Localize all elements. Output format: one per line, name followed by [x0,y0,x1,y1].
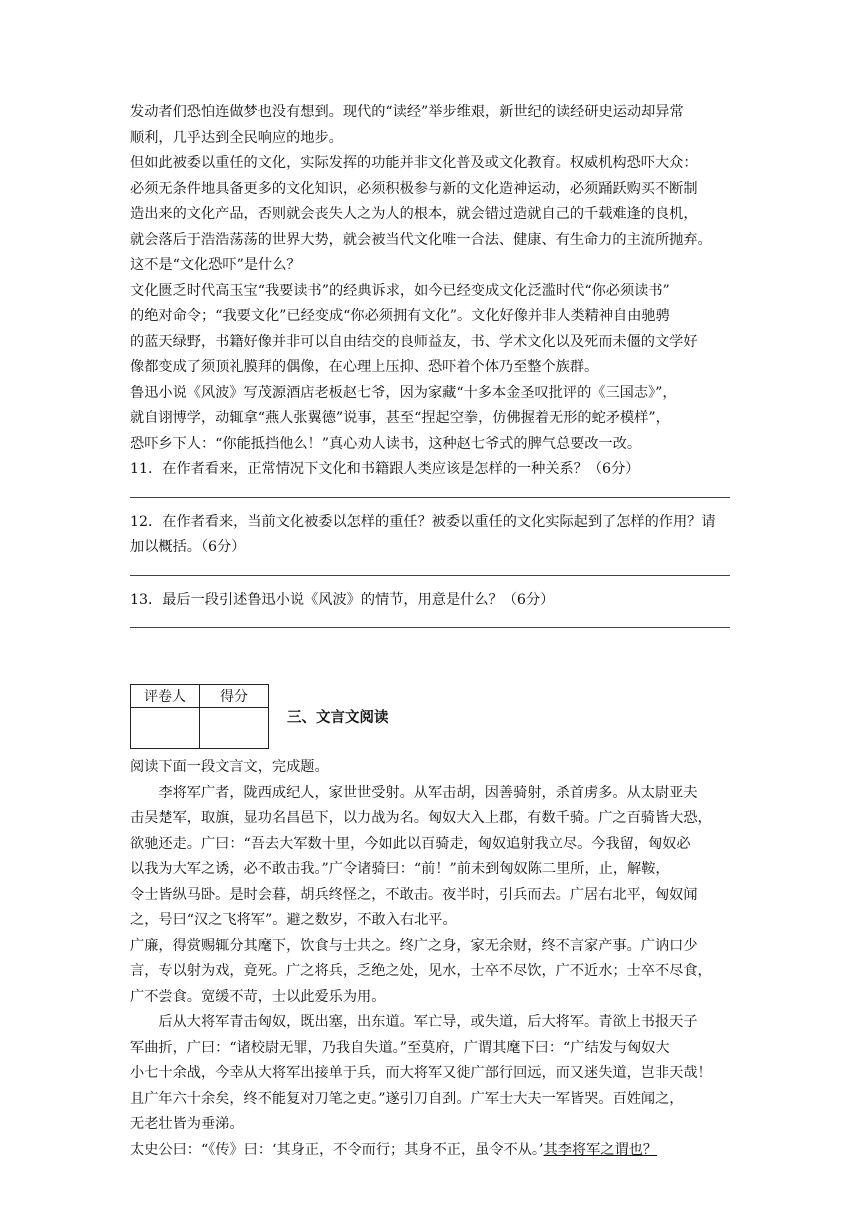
passage-line: 但如此被委以重任的文化，实际发挥的功能并非文化普及或文化教育。权威机构恐吓大众： [130,155,698,171]
passage-line: 这不是“文化恐吓”是什么？ [130,257,301,273]
classical-line: 之，号曰“汉之飞将军”。避之数岁，不敢入右北平。 [130,912,457,928]
classical-line: 且广年六十余矣，终不能复对刀笔之吏。”遂引刀自刭。广军士大夫一军皆哭。百姓闻之， [130,1090,684,1107]
spacer [130,640,730,684]
question-12-cont: 加以概括。（6分） [130,539,246,555]
passage-line: 恐吓乡下人：“你能抵挡他么！”真心劝人读书，这种赵七爷式的脾气总要改一改。 [130,435,642,452]
quote-text: 太史公曰：“《传》曰：‘其身正，不令而行；其身不正，虽令不从。’ [130,1141,544,1158]
classical-line: 广廉，得赏赐辄分其麾下，饮食与士共之。终广之身，家无余财，终不言家产事。广讷口少 [130,937,698,954]
score-cell[interactable] [200,708,269,749]
answer-line-11[interactable] [130,497,730,498]
score-label: 得分 [200,685,269,708]
instruction: 阅读下面一段文言文，完成题。 [130,759,329,775]
classical-line: 李将军广者，陇西成纪人，家世世受射。从军击胡，因善骑射，杀首虏多。从太尉亚夫 [158,784,698,801]
classical-line: 军曲折，广曰：“诸校尉无罪，乃我自失道。”至莫府，广谓其麾下曰：“广结发与匈奴大 [130,1039,670,1056]
reviewer-cell[interactable] [131,708,200,749]
document-page [130,100,730,1163]
underlined-sentence: 其李将军之谓也？ [543,1141,658,1158]
passage-line: 就会落后于浩浩荡荡的世界大势，就会被当代文化唯一合法、健康、有生命力的主流所抛弃。 [130,231,712,248]
passage-line: 必须无条件地具备更多的文化知识，必须积极参与新的文化造神运动，必须踊跃购买不断制 [130,180,698,197]
classical-line: 小七十余战，今幸从大将军出接单于兵，而大将军又徙广部行回远，而又迷失道，岂非天哉！ [130,1065,712,1081]
answer-line-12[interactable] [130,575,730,576]
taishigong-line [130,1138,730,1164]
classical-line: 击吴楚军，取旗，显功名昌邑下，以力战为名。匈奴大入上郡，有数千骑。广之百骑皆大恐， [130,810,712,826]
question-13: 13．最后一段引述鲁迅小说《风波》的情节，用意是什么？（6分） [130,591,555,608]
passage-line: 鲁迅小说《风波》写茂源酒店老板赵七爷，因为家藏“十多本金圣叹批评的《三国志》”， [130,384,677,401]
reviewer-label: 评卷人 [131,685,200,708]
answer-line-13[interactable] [130,627,730,628]
question-12: 12．在作者看来，当前文化被委以怎样的重任？被委以重任的文化实际起到了怎样的作用？请 [130,513,716,530]
classical-line: 广不尝食。宽缓不苛，士以此爱乐为用。 [130,988,386,1005]
classical-line: 欲驰还走。广曰：“吾去大军数十里，今如此以百骑走，匈奴追射我立尽。今我留，匈奴必 [130,835,691,852]
score-table [130,684,269,749]
passage-line: 发动者们恐怕连做梦也没有想到。现代的“读经”举步维艰，新世纪的读经研史运动却异常 [130,104,684,120]
classical-line: 令士皆纵马卧。是时会暮，胡兵终怪之，不敢击。夜半时，引兵而去。广居右北平，匈奴闻 [130,886,698,903]
section-header [130,684,730,749]
section-title: 三、文言文阅读 [287,710,389,726]
passage-line: 的绝对命令；“我要文化”已经变成“你必须拥有文化”。文化好像并非人类精神自由驰骋 [130,308,670,324]
passage-line: 造出来的文化产品，否则就会丧失人之为人的根本，就会错过造就自己的千载难逢的良机， [130,206,698,222]
classical-line: 言，专以射为戏，竟死。广之将兵，乏绝之处，见水，士卒不尽饮，广不近水；士卒不尽食， [130,963,712,979]
classical-line: 后从大将军青击匈奴，既出塞，出东道。军亡导，或失道，后大将军。青欲上书报天子 [158,1014,698,1030]
passage [130,100,730,457]
question-11: 11．在作者看来，正常情况下文化和书籍跟人类应该是怎样的一种关系？（6分） [130,461,640,477]
passage-line: 的蓝天绿野，书籍好像并非可以自由结交的良师益友，书、学术文化以及死而未僵的文学好 [130,333,698,350]
classical-line: 以我为大军之诱，必不敢击我。”广令诸骑曰：“前！”前未到匈奴陈二里所，止，解鞍， [130,861,670,877]
passage-line: 像都变成了须顶礼膜拜的偶像，在心理上压抑、恐吓着个体乃至整个族群。 [130,359,599,375]
classical-line: 无老壮皆为垂涕。 [130,1116,244,1132]
passage-line: 就自诩博学，动辄拿“燕人张翼德”说事，甚至“捏起空拳，仿佛握着无形的蛇矛模样”， [130,410,670,426]
classical-text [130,781,730,1138]
passage-line: 顺利，几乎达到全民响应的地步。 [130,129,343,146]
passage-line: 文化匮乏时代高玉宝“我要读书”的经典诉求，如今已经变成文化泛滥时代“你必须读书” [130,282,670,299]
